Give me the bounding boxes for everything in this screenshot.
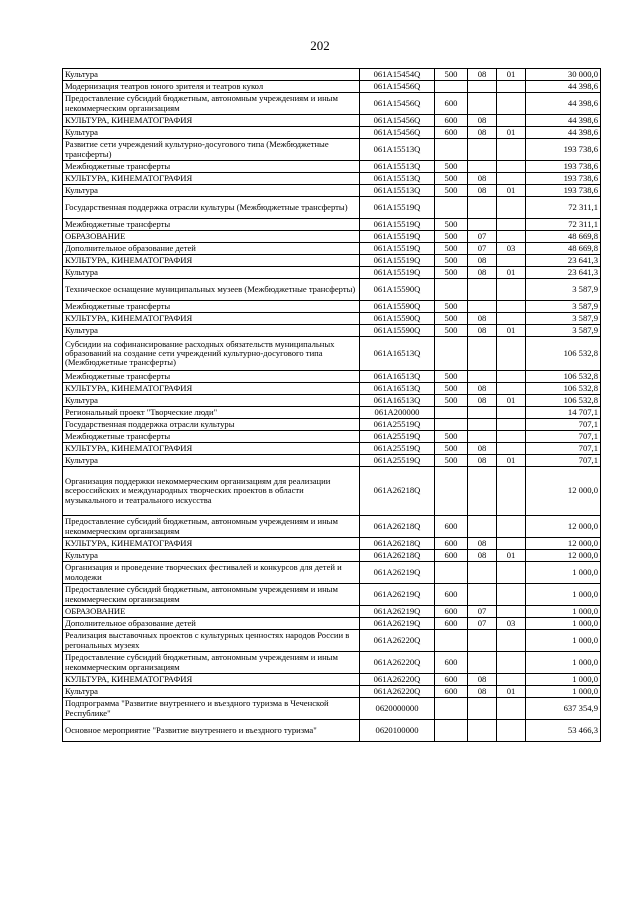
table-row: [63, 173, 601, 185]
expense-type-cell: 600: [435, 538, 468, 550]
section-cell: 08: [468, 538, 497, 550]
section-cell: [468, 301, 497, 313]
expense-type-cell: [435, 698, 468, 720]
table-row: [63, 618, 601, 630]
section-cell: 07: [468, 231, 497, 243]
target-code-cell: 061A15513Q: [360, 161, 435, 173]
target-code-cell: 061A15590Q: [360, 279, 435, 301]
expense-name-cell: КУЛЬТУРА, КИНЕМАТОГРАФИЯ: [63, 538, 360, 550]
expense-name-cell: Реализация выставочных проектов с культурных ценностях народов России в регональных музеях: [63, 630, 360, 652]
amount-cell: 3 587,9: [526, 325, 601, 337]
amount-cell: 1 000,0: [526, 606, 601, 618]
expense-type-cell: 500: [435, 243, 468, 255]
expense-name-cell: ОБРАЗОВАНИЕ: [63, 231, 360, 243]
subsection-cell: [497, 467, 526, 516]
subsection-cell: [497, 606, 526, 618]
expense-name-cell: Техническое оснащение муниципальных музеев (Межбюджетные трансферты): [63, 279, 360, 301]
section-cell: 08: [468, 69, 497, 81]
table-row: [63, 161, 601, 173]
table-row: [63, 69, 601, 81]
section-cell: [468, 197, 497, 219]
expense-type-cell: [435, 562, 468, 584]
expense-type-cell: 500: [435, 325, 468, 337]
expense-name-cell: Межбюджетные трансферты: [63, 301, 360, 313]
target-code-cell: 061A15454Q: [360, 69, 435, 81]
subsection-cell: 01: [497, 69, 526, 81]
expense-type-cell: 500: [435, 431, 468, 443]
expense-name-cell: КУЛЬТУРА, КИНЕМАТОГРАФИЯ: [63, 313, 360, 325]
amount-cell: 30 000,0: [526, 69, 601, 81]
section-cell: [468, 93, 497, 115]
section-cell: [468, 337, 497, 371]
page-number: 202: [310, 38, 330, 53]
expense-name-cell: КУЛЬТУРА, КИНЕМАТОГРАФИЯ: [63, 255, 360, 267]
expense-name-cell: Предоставление субсидий бюджетным, автономным учреждениям и иным некоммерческим организациям: [63, 584, 360, 606]
section-cell: 08: [468, 127, 497, 139]
table-row: [63, 538, 601, 550]
expense-type-cell: 500: [435, 383, 468, 395]
table-row: [63, 698, 601, 720]
section-cell: 08: [468, 686, 497, 698]
target-code-cell: 061A26220Q: [360, 686, 435, 698]
expense-type-cell: [435, 407, 468, 419]
amount-cell: 12 000,0: [526, 467, 601, 516]
expense-name-cell: Развитие сети учреждений культурно-досугового типа (Межбюджетные трансферты): [63, 139, 360, 161]
expense-name-cell: Культура: [63, 686, 360, 698]
expense-type-cell: [435, 139, 468, 161]
expense-name-cell: Культура: [63, 127, 360, 139]
section-cell: 08: [468, 455, 497, 467]
table-row: [63, 231, 601, 243]
amount-cell: 1 000,0: [526, 652, 601, 674]
target-code-cell: 061A15590Q: [360, 325, 435, 337]
amount-cell: 12 000,0: [526, 538, 601, 550]
section-cell: [468, 371, 497, 383]
subsection-cell: [497, 93, 526, 115]
expense-type-cell: [435, 337, 468, 371]
section-cell: 08: [468, 395, 497, 407]
table-row: [63, 720, 601, 742]
expense-name-cell: Культура: [63, 267, 360, 279]
expense-name-cell: КУЛЬТУРА, КИНЕМАТОГРАФИЯ: [63, 115, 360, 127]
expense-type-cell: [435, 467, 468, 516]
expense-type-cell: 600: [435, 115, 468, 127]
expense-name-cell: Предоставление субсидий бюджетным, автономным учреждениям и иным некоммерческим организациям: [63, 652, 360, 674]
target-code-cell: 061A25519Q: [360, 455, 435, 467]
expense-type-cell: 600: [435, 606, 468, 618]
section-cell: 08: [468, 173, 497, 185]
table-row: [63, 516, 601, 538]
target-code-cell: 061A25519Q: [360, 443, 435, 455]
table-row: [63, 81, 601, 93]
expense-type-cell: 500: [435, 69, 468, 81]
subsection-cell: [497, 674, 526, 686]
target-code-cell: 061A15456Q: [360, 115, 435, 127]
amount-cell: 53 466,3: [526, 720, 601, 742]
table-row: [63, 407, 601, 419]
target-code-cell: 061A15513Q: [360, 185, 435, 197]
table-row: [63, 431, 601, 443]
expense-name-cell: Предоставление субсидий бюджетным, автономным учреждениям и иным некоммерческим организациям: [63, 516, 360, 538]
amount-cell: 106 532,8: [526, 337, 601, 371]
table-row: [63, 674, 601, 686]
target-code-cell: 061A26218Q: [360, 538, 435, 550]
expense-name-cell: Культура: [63, 185, 360, 197]
table-row: [63, 371, 601, 383]
subsection-cell: 01: [497, 455, 526, 467]
subsection-cell: [497, 443, 526, 455]
amount-cell: 1 000,0: [526, 630, 601, 652]
table-row: [63, 93, 601, 115]
target-code-cell: 061A16513Q: [360, 383, 435, 395]
table-row: [63, 419, 601, 431]
section-cell: [468, 161, 497, 173]
target-code-cell: 061A15456Q: [360, 127, 435, 139]
subsection-cell: [497, 630, 526, 652]
section-cell: [468, 407, 497, 419]
section-cell: 08: [468, 550, 497, 562]
expense-name-cell: Культура: [63, 455, 360, 467]
subsection-cell: [497, 161, 526, 173]
table-row: [63, 562, 601, 584]
table-row: [63, 255, 601, 267]
target-code-cell: 061A26220Q: [360, 674, 435, 686]
target-code-cell: 061A26219Q: [360, 606, 435, 618]
expense-type-cell: [435, 630, 468, 652]
expense-type-cell: 500: [435, 455, 468, 467]
amount-cell: 193 738,6: [526, 185, 601, 197]
expense-name-cell: Подпрограмма "Развитие внутреннего и въездного туризма в Чеченской Республике": [63, 698, 360, 720]
amount-cell: 106 532,8: [526, 395, 601, 407]
table-row: [63, 267, 601, 279]
amount-cell: 3 587,9: [526, 279, 601, 301]
table-row: [63, 185, 601, 197]
expense-type-cell: 600: [435, 584, 468, 606]
target-code-cell: 061A16513Q: [360, 395, 435, 407]
target-code-cell: 061A16513Q: [360, 337, 435, 371]
amount-cell: 44 398,6: [526, 115, 601, 127]
subsection-cell: [497, 81, 526, 93]
subsection-cell: [497, 562, 526, 584]
section-cell: [468, 467, 497, 516]
table-row: [63, 325, 601, 337]
expense-name-cell: Дополнительное образование детей: [63, 243, 360, 255]
subsection-cell: 03: [497, 618, 526, 630]
amount-cell: 707,1: [526, 431, 601, 443]
expense-name-cell: Основное мероприятие "Развитие внутреннего и въездного туризма": [63, 720, 360, 742]
amount-cell: 1 000,0: [526, 686, 601, 698]
section-cell: [468, 652, 497, 674]
subsection-cell: 01: [497, 550, 526, 562]
amount-cell: 707,1: [526, 455, 601, 467]
amount-cell: 72 311,1: [526, 197, 601, 219]
target-code-cell: 061A26220Q: [360, 630, 435, 652]
target-code-cell: 061A26218Q: [360, 516, 435, 538]
section-cell: [468, 516, 497, 538]
subsection-cell: [497, 538, 526, 550]
table-row: [63, 301, 601, 313]
section-cell: 07: [468, 243, 497, 255]
subsection-cell: [497, 301, 526, 313]
amount-cell: 106 532,8: [526, 383, 601, 395]
amount-cell: 193 738,6: [526, 173, 601, 185]
subsection-cell: 01: [497, 267, 526, 279]
target-code-cell: 061A25519Q: [360, 419, 435, 431]
amount-cell: 72 311,1: [526, 219, 601, 231]
expense-name-cell: КУЛЬТУРА, КИНЕМАТОГРАФИЯ: [63, 173, 360, 185]
amount-cell: 23 641,3: [526, 267, 601, 279]
table-row: [63, 383, 601, 395]
subsection-cell: [497, 652, 526, 674]
table-row: [63, 139, 601, 161]
amount-cell: 12 000,0: [526, 516, 601, 538]
expense-type-cell: 600: [435, 93, 468, 115]
expense-name-cell: Предоставление субсидий бюджетным, автономным учреждениям и иным некоммерческим организациям: [63, 93, 360, 115]
section-cell: 08: [468, 115, 497, 127]
section-cell: [468, 219, 497, 231]
amount-cell: 1 000,0: [526, 562, 601, 584]
amount-cell: 106 532,8: [526, 371, 601, 383]
expense-name-cell: Культура: [63, 395, 360, 407]
section-cell: [468, 419, 497, 431]
target-code-cell: 061A25519Q: [360, 431, 435, 443]
expense-name-cell: ОБРАЗОВАНИЕ: [63, 606, 360, 618]
expense-type-cell: 500: [435, 313, 468, 325]
target-code-cell: 061A15519Q: [360, 255, 435, 267]
table-row: [63, 313, 601, 325]
budget-table: [62, 68, 601, 742]
section-cell: 08: [468, 325, 497, 337]
expense-type-cell: 500: [435, 267, 468, 279]
target-code-cell: 0620000000: [360, 698, 435, 720]
expense-type-cell: 600: [435, 674, 468, 686]
expense-type-cell: 600: [435, 516, 468, 538]
target-code-cell: 061A15513Q: [360, 139, 435, 161]
amount-cell: 707,1: [526, 443, 601, 455]
amount-cell: 44 398,6: [526, 93, 601, 115]
expense-type-cell: 600: [435, 618, 468, 630]
section-cell: [468, 584, 497, 606]
expense-name-cell: КУЛЬТУРА, КИНЕМАТОГРАФИЯ: [63, 443, 360, 455]
target-code-cell: 061A26218Q: [360, 467, 435, 516]
section-cell: [468, 279, 497, 301]
section-cell: 08: [468, 443, 497, 455]
amount-cell: 707,1: [526, 419, 601, 431]
target-code-cell: 061A15519Q: [360, 243, 435, 255]
subsection-cell: 01: [497, 185, 526, 197]
expense-type-cell: 500: [435, 231, 468, 243]
table-row: [63, 219, 601, 231]
expense-type-cell: [435, 720, 468, 742]
section-cell: [468, 81, 497, 93]
target-code-cell: 0620100000: [360, 720, 435, 742]
expense-type-cell: 500: [435, 161, 468, 173]
target-code-cell: 061A26220Q: [360, 652, 435, 674]
subsection-cell: [497, 720, 526, 742]
subsection-cell: [497, 231, 526, 243]
expense-name-cell: КУЛЬТУРА, КИНЕМАТОГРАФИЯ: [63, 674, 360, 686]
target-code-cell: 061A15519Q: [360, 267, 435, 279]
target-code-cell: 061A15456Q: [360, 81, 435, 93]
target-code-cell: 061A16513Q: [360, 371, 435, 383]
expense-name-cell: КУЛЬТУРА, КИНЕМАТОГРАФИЯ: [63, 383, 360, 395]
expense-name-cell: Межбюджетные трансферты: [63, 161, 360, 173]
table-row: [63, 279, 601, 301]
subsection-cell: 01: [497, 127, 526, 139]
amount-cell: 1 000,0: [526, 674, 601, 686]
budget-table-body: [63, 69, 601, 742]
subsection-cell: [497, 279, 526, 301]
table-row: [63, 550, 601, 562]
section-cell: [468, 431, 497, 443]
amount-cell: 637 354,9: [526, 698, 601, 720]
table-row: [63, 630, 601, 652]
section-cell: [468, 139, 497, 161]
section-cell: 08: [468, 267, 497, 279]
table-row: [63, 584, 601, 606]
table-row: [63, 127, 601, 139]
expense-type-cell: 600: [435, 127, 468, 139]
expense-name-cell: Субсидии на софинансирование расходных обязательств муниципальных образований на создание сети учреждений культурно-досугового типа (Межбюджетные трансферты): [63, 337, 360, 371]
target-code-cell: 061A200000: [360, 407, 435, 419]
subsection-cell: [497, 383, 526, 395]
expense-type-cell: 500: [435, 219, 468, 231]
subsection-cell: 01: [497, 325, 526, 337]
expense-name-cell: Государственная поддержка отрасли культуры: [63, 419, 360, 431]
section-cell: [468, 698, 497, 720]
target-code-cell: 061A15456Q: [360, 93, 435, 115]
subsection-cell: [497, 219, 526, 231]
expense-type-cell: 500: [435, 173, 468, 185]
target-code-cell: 061A15519Q: [360, 231, 435, 243]
target-code-cell: 061A15519Q: [360, 197, 435, 219]
amount-cell: 48 669,8: [526, 231, 601, 243]
expense-name-cell: Организация поддержки некоммерческим организациям для реализации всероссийских и международных творческих проектов в области музыкального и театрального искусства: [63, 467, 360, 516]
expense-type-cell: 600: [435, 550, 468, 562]
amount-cell: 193 738,6: [526, 139, 601, 161]
target-code-cell: 061A26219Q: [360, 584, 435, 606]
table-row: [63, 455, 601, 467]
amount-cell: 3 587,9: [526, 313, 601, 325]
target-code-cell: 061A26219Q: [360, 562, 435, 584]
expense-name-cell: Организация и проведение творческих фестивалей и конкурсов для детей и молодежи: [63, 562, 360, 584]
target-code-cell: 061A15513Q: [360, 173, 435, 185]
amount-cell: 14 707,1: [526, 407, 601, 419]
amount-cell: 193 738,6: [526, 161, 601, 173]
amount-cell: 12 000,0: [526, 550, 601, 562]
section-cell: 07: [468, 618, 497, 630]
expense-name-cell: Модернизация театров юного зрителя и театров кукол: [63, 81, 360, 93]
expense-type-cell: 500: [435, 443, 468, 455]
expense-name-cell: Культура: [63, 69, 360, 81]
subsection-cell: 01: [497, 686, 526, 698]
amount-cell: 1 000,0: [526, 584, 601, 606]
subsection-cell: [497, 337, 526, 371]
subsection-cell: 01: [497, 395, 526, 407]
subsection-cell: [497, 407, 526, 419]
subsection-cell: [497, 139, 526, 161]
table-row: [63, 443, 601, 455]
subsection-cell: [497, 197, 526, 219]
amount-cell: 44 398,6: [526, 127, 601, 139]
target-code-cell: 061A15519Q: [360, 219, 435, 231]
expense-type-cell: 500: [435, 301, 468, 313]
subsection-cell: [497, 371, 526, 383]
expense-type-cell: 500: [435, 371, 468, 383]
amount-cell: 3 587,9: [526, 301, 601, 313]
expense-name-cell: Дополнительное образование детей: [63, 618, 360, 630]
expense-type-cell: [435, 419, 468, 431]
section-cell: 08: [468, 383, 497, 395]
expense-type-cell: 500: [435, 395, 468, 407]
section-cell: 08: [468, 185, 497, 197]
section-cell: [468, 630, 497, 652]
expense-type-cell: 500: [435, 185, 468, 197]
subsection-cell: [497, 516, 526, 538]
target-code-cell: 061A26219Q: [360, 618, 435, 630]
amount-cell: 48 669,8: [526, 243, 601, 255]
table-row: [63, 197, 601, 219]
expense-name-cell: Региональный проект "Творческие люди": [63, 407, 360, 419]
expense-name-cell: Культура: [63, 550, 360, 562]
section-cell: 08: [468, 255, 497, 267]
expense-type-cell: [435, 81, 468, 93]
subsection-cell: [497, 584, 526, 606]
table-row: [63, 115, 601, 127]
subsection-cell: [497, 255, 526, 267]
target-code-cell: 061A15590Q: [360, 313, 435, 325]
expense-name-cell: Межбюджетные трансферты: [63, 219, 360, 231]
section-cell: 08: [468, 313, 497, 325]
subsection-cell: [497, 431, 526, 443]
expense-type-cell: [435, 197, 468, 219]
section-cell: [468, 720, 497, 742]
table-row: [63, 686, 601, 698]
amount-cell: 44 398,6: [526, 81, 601, 93]
section-cell: 07: [468, 606, 497, 618]
amount-cell: 23 641,3: [526, 255, 601, 267]
section-cell: 08: [468, 674, 497, 686]
table-row: [63, 606, 601, 618]
subsection-cell: [497, 698, 526, 720]
table-row: [63, 337, 601, 371]
subsection-cell: 03: [497, 243, 526, 255]
table-row: [63, 652, 601, 674]
subsection-cell: [497, 313, 526, 325]
target-code-cell: 061A26218Q: [360, 550, 435, 562]
subsection-cell: [497, 173, 526, 185]
amount-cell: 1 000,0: [526, 618, 601, 630]
subsection-cell: [497, 419, 526, 431]
expense-type-cell: 600: [435, 686, 468, 698]
expense-name-cell: Межбюджетные трансферты: [63, 371, 360, 383]
expense-name-cell: Государственная поддержка отрасли культуры (Межбюджетные трансферты): [63, 197, 360, 219]
table-row: [63, 395, 601, 407]
target-code-cell: 061A15590Q: [360, 301, 435, 313]
section-cell: [468, 562, 497, 584]
table-row: [63, 467, 601, 516]
expense-type-cell: 500: [435, 255, 468, 267]
expense-type-cell: [435, 279, 468, 301]
expense-name-cell: Культура: [63, 325, 360, 337]
expense-type-cell: 600: [435, 652, 468, 674]
subsection-cell: [497, 115, 526, 127]
expense-name-cell: Межбюджетные трансферты: [63, 431, 360, 443]
table-row: [63, 243, 601, 255]
